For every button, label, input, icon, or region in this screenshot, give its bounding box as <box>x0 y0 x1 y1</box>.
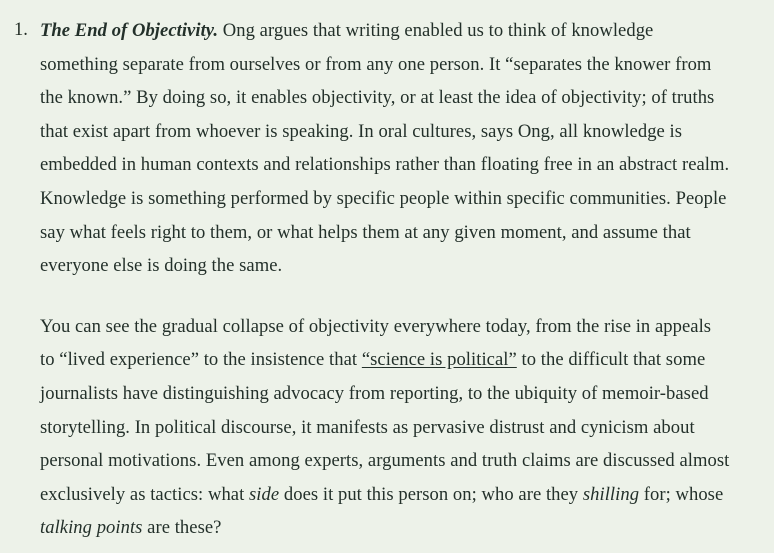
paragraph-one <box>40 14 730 283</box>
paragraph-one-body: Ong argues that writing enabled us to think of knowledge something separate from ourselves or from any one person. It “separates the knower from the known.” By doing so, it enables objectivity, or at least the idea of objectivity; of truths that exist apart from whoever is speaking. In oral cultures, says Ong, all knowledge is embedded in human contexts and relationships rather than floating free in an abstract realm. Knowledge is something performed by specific people within specific communities. People say what feels right to them, or what helps them at any given moment, and assume that everyone else is doing the same. <box>40 20 730 277</box>
paragraph-lead-in: The End of Objectivity. <box>40 20 219 41</box>
list-item <box>40 14 730 545</box>
science-is-political-link[interactable]: “science is political” <box>361 349 517 371</box>
numbered-list <box>0 14 730 545</box>
paragraph-two-segment-3: does it put this person on; who are they <box>279 483 583 505</box>
paragraph-two-segment-1: You can see the gradual collapse of objectivity everywhere today, from the rise in appeals to “lived experience” to the insistence that <box>40 315 712 371</box>
paragraph-two <box>40 310 730 545</box>
paragraph-two-segment-2: to the difficult that some journalists have distinguishing advocacy from reporting, to the ubiquity of memoir-based storytelling. In political discourse, it manifests as pervasive distrust and cynicism about personal motivations. Even among experts, arguments and truth claims are discussed almost exclusively as tactics: what <box>40 349 730 505</box>
paragraph-two-segment-4: for; whose <box>639 483 724 505</box>
paragraph-two-segment-5: are these? <box>142 517 222 539</box>
emphasis-shilling: shilling <box>582 483 640 505</box>
emphasis-side: side <box>249 483 280 505</box>
emphasis-talking-points: talking points <box>40 517 143 539</box>
